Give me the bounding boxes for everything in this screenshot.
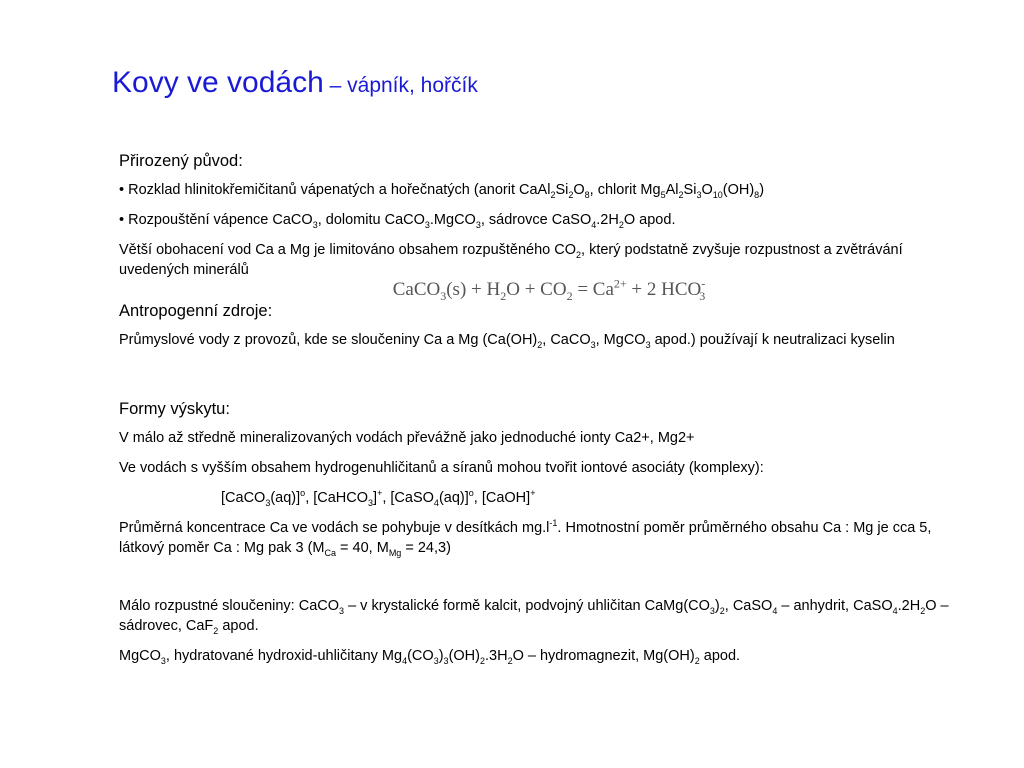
paragraph-magnesium-compounds: MgCO$_3$, hydratované hydroxid-uhličitany $Mg_4(CO_3)_3(OH)_2.3H_2O$ – hydromagnezit, $Mg(OH)_2$ apod. xyxy=(119,648,741,666)
heading-natural-origin: Přirozený původ: xyxy=(119,152,243,170)
paragraph-ion-associates: Ve vodách s vyšším obsahem hydrogenuhličitanů a síranů mohou tvořit iontové asociáty (komplexy): xyxy=(119,460,764,476)
heading-anthropogenic: Antropogenní zdroje: xyxy=(119,302,273,320)
bullet-dissolution: • Rozpouštění vápence CaCO$_3$, dolomitu CaCO$_3$.MgCO$_3$, sádrovce $CaSO_4.2H_2O$ apod. xyxy=(119,212,676,230)
bullet-decomposition: • Rozklad hlinitokřemičitanů vápenatých a hořečnatých (anorit $CaAl_2Si_2O_8$, chlorit $Mg_5Al_2Si_3O_{10}(OH)_8$) xyxy=(119,182,765,200)
paragraph-insoluble-compounds: Málo rozpustné sloučeniny: CaCO$_3$ – v krystalické formě kalcit, podvojný uhličitan $CaMg(CO_3)_2$, CaSO$_4$ – anhydrit, $CaSO_4.2H_2O$ – sádrovec, CaF$_2$ apod. xyxy=(119,598,949,636)
title-main: Kovy ve vodách xyxy=(112,66,324,99)
paragraph-average-concentration: Průměrná koncentrace Ca ve vodách se pohybuje v desítkách $mg.l^{-1}$. Hmotnostní poměr průměrného obsahu Ca : Mg je cca 5, látkový poměr Ca : Mg pak 3 ($M_{Ca} = 40$, $M_{Mg} = 24,3$) xyxy=(119,518,932,558)
paragraph-simple-ions: V málo až středně mineralizovaných vodách převážně jako jednoduché ionty Ca2+, Mg2+ xyxy=(119,430,695,446)
equation-calcite-dissolution: CaCO$_3$(s) + $H_2O + CO_2 = Ca^{2+} + 2$ $HCO^-_3$ xyxy=(392,276,706,303)
paragraph-industrial-waters: Průmyslové vody z provozů, kde se sloučeniny Ca a Mg ($Ca(OH)_2$, CaCO$_3$, MgCO$_3$ apod.) používají k neutralizaci kyselin xyxy=(119,332,895,350)
slide-content xyxy=(119,150,959,666)
slide-title xyxy=(112,66,478,100)
complex-formulas: [CaCO$_3$(aq)]$^o$, [CaHCO$_3$]+, [CaSO$_4$(aq)]$^o$, [CaOH]+ xyxy=(221,488,536,508)
heading-forms: Formy výskytu: xyxy=(119,400,230,418)
paragraph-co2-enrichment: Větší obohacení vod Ca a Mg je limitováno obsahem rozpuštěného $CO_2$, který podstatně zvyšuje rozpustnost a zvětrávání uvedených minerálů xyxy=(119,242,903,278)
title-sub: – vápník, hořčík xyxy=(323,74,478,97)
